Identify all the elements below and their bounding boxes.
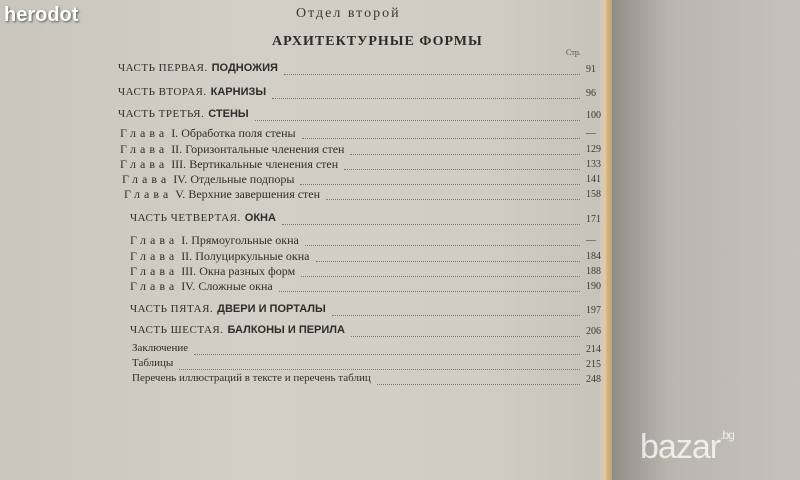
page-number: 206 — [586, 326, 601, 337]
part-label: ЧАСТЬ ПЕРВАЯ. — [118, 62, 208, 74]
page-number: 91 — [586, 64, 596, 75]
part-title: БАЛКОНЫ И ПЕРИЛА — [227, 324, 345, 336]
page-number: 215 — [586, 359, 601, 370]
toc-entry — [120, 157, 338, 173]
toc-entry — [120, 126, 296, 142]
page-title: АРХИТЕКТУРНЫЕ ФОРМЫ — [272, 34, 483, 49]
page-number: 133 — [586, 159, 601, 170]
chapter-number: IV. — [173, 172, 188, 186]
dot-leader — [282, 224, 580, 225]
chapter-word: Глава — [120, 142, 169, 156]
chapter-number: II. — [171, 142, 183, 156]
toc-entry — [132, 342, 188, 358]
part-label: ЧАСТЬ ВТОРАЯ. — [118, 86, 207, 98]
page-number: 197 — [586, 305, 601, 316]
toc-entry — [132, 372, 371, 388]
toc-entry — [130, 249, 310, 265]
chapter-title: Прямоугольные окна — [191, 233, 299, 247]
chapter-number: I. — [171, 126, 179, 140]
part-label: ЧАСТЬ ШЕСТАЯ. — [130, 324, 224, 336]
part-title: СТЕНЫ — [208, 108, 249, 120]
page-number: 100 — [586, 110, 601, 121]
page-number: — — [586, 235, 596, 246]
chapter-word: Глава — [130, 264, 179, 278]
dot-leader — [194, 354, 580, 355]
page-number: 214 — [586, 344, 601, 355]
dot-leader — [305, 245, 580, 246]
dot-leader — [302, 138, 580, 139]
chapter-word: Глава — [130, 249, 179, 263]
chapter-number: V. — [175, 187, 186, 201]
toc-entry — [130, 264, 295, 280]
toc-entry — [130, 212, 276, 228]
chapter-number: I. — [181, 233, 189, 247]
watermark-bazar: bazar$^{.bg}$ — [640, 428, 734, 466]
chapter-word: Глава — [120, 157, 169, 171]
part-label: ЧАСТЬ ЧЕТВЕРТАЯ. — [130, 212, 241, 224]
dot-leader — [284, 74, 580, 75]
page-edge — [600, 0, 612, 480]
dot-leader — [377, 384, 580, 385]
chapter-word: Глава — [130, 279, 179, 293]
dot-leader — [300, 184, 580, 185]
chapter-title: Полуциркульные окна — [195, 249, 310, 263]
toc-entry — [120, 142, 344, 158]
part-label: ЧАСТЬ ТРЕТЬЯ. — [118, 108, 205, 120]
part-title: КАРНИЗЫ — [210, 86, 267, 98]
chapter-word: Глава — [122, 172, 171, 186]
toc-entry — [130, 233, 299, 249]
toc-entry — [124, 187, 320, 203]
chapter-title: Вертикальные членения стен — [189, 157, 339, 171]
page-number: 96 — [586, 88, 596, 99]
dot-leader — [272, 98, 580, 99]
dot-leader — [344, 169, 580, 170]
part-title: ОКНА — [244, 212, 276, 224]
page-number: 141 — [586, 174, 601, 185]
right-page — [612, 0, 800, 480]
part-title: ДВЕРИ И ПОРТАЛЫ — [217, 303, 326, 315]
dot-leader — [351, 336, 580, 337]
dot-leader — [332, 315, 580, 316]
chapter-word: Глава — [120, 126, 169, 140]
part-label: ЧАСТЬ ПЯТАЯ. — [130, 303, 214, 315]
chapter-title: Горизонтальные членения стен — [185, 142, 345, 156]
dot-leader — [279, 291, 580, 292]
toc-entry — [118, 108, 249, 124]
toc-entry — [118, 86, 266, 102]
dot-leader — [326, 199, 580, 200]
chapter-number: III. — [181, 264, 197, 278]
toc-entry — [130, 303, 326, 319]
page-number: 190 — [586, 281, 601, 292]
dot-leader — [179, 369, 580, 370]
page-number: 129 — [586, 144, 601, 155]
chapter-title: Верхние завершения стен — [188, 187, 321, 201]
page-number: 184 — [586, 251, 601, 262]
entry-title: Перечень иллюстраций в тексте и перечень таблиц — [132, 372, 371, 384]
chapter-title: Обработка поля стены — [181, 126, 296, 140]
chapter-title: Окна разных форм — [199, 264, 296, 278]
entry-title: Заключение — [132, 342, 189, 354]
chapter-number: II. — [181, 249, 193, 263]
part-title: ПОДНОЖИЯ — [211, 62, 278, 74]
chapter-word: Глава — [124, 187, 173, 201]
page-number: 171 — [586, 214, 601, 225]
entry-title: Таблицы — [132, 357, 174, 369]
dot-leader — [301, 276, 580, 277]
chapter-title: Сложные окна — [198, 279, 273, 293]
toc-entry — [130, 324, 345, 340]
chapter-title: Отдельные подпоры — [190, 172, 295, 186]
dot-leader — [255, 120, 580, 121]
page-number: — — [586, 128, 596, 139]
toc-entry — [118, 62, 278, 78]
chapter-number: IV. — [181, 279, 196, 293]
chapter-word: Глава — [130, 233, 179, 247]
page-column-label: Стр. — [566, 48, 581, 57]
section-header: Отдел второй — [296, 6, 401, 21]
toc-entry — [132, 357, 173, 373]
page-number: 248 — [586, 374, 601, 385]
dot-leader — [316, 261, 580, 262]
toc-entry — [122, 172, 294, 188]
watermark-herodot: herodot — [4, 4, 79, 26]
page-number: 158 — [586, 189, 601, 200]
dot-leader — [350, 154, 580, 155]
page-number: 188 — [586, 266, 601, 277]
toc-entry — [130, 279, 273, 295]
chapter-number: III. — [171, 157, 187, 171]
